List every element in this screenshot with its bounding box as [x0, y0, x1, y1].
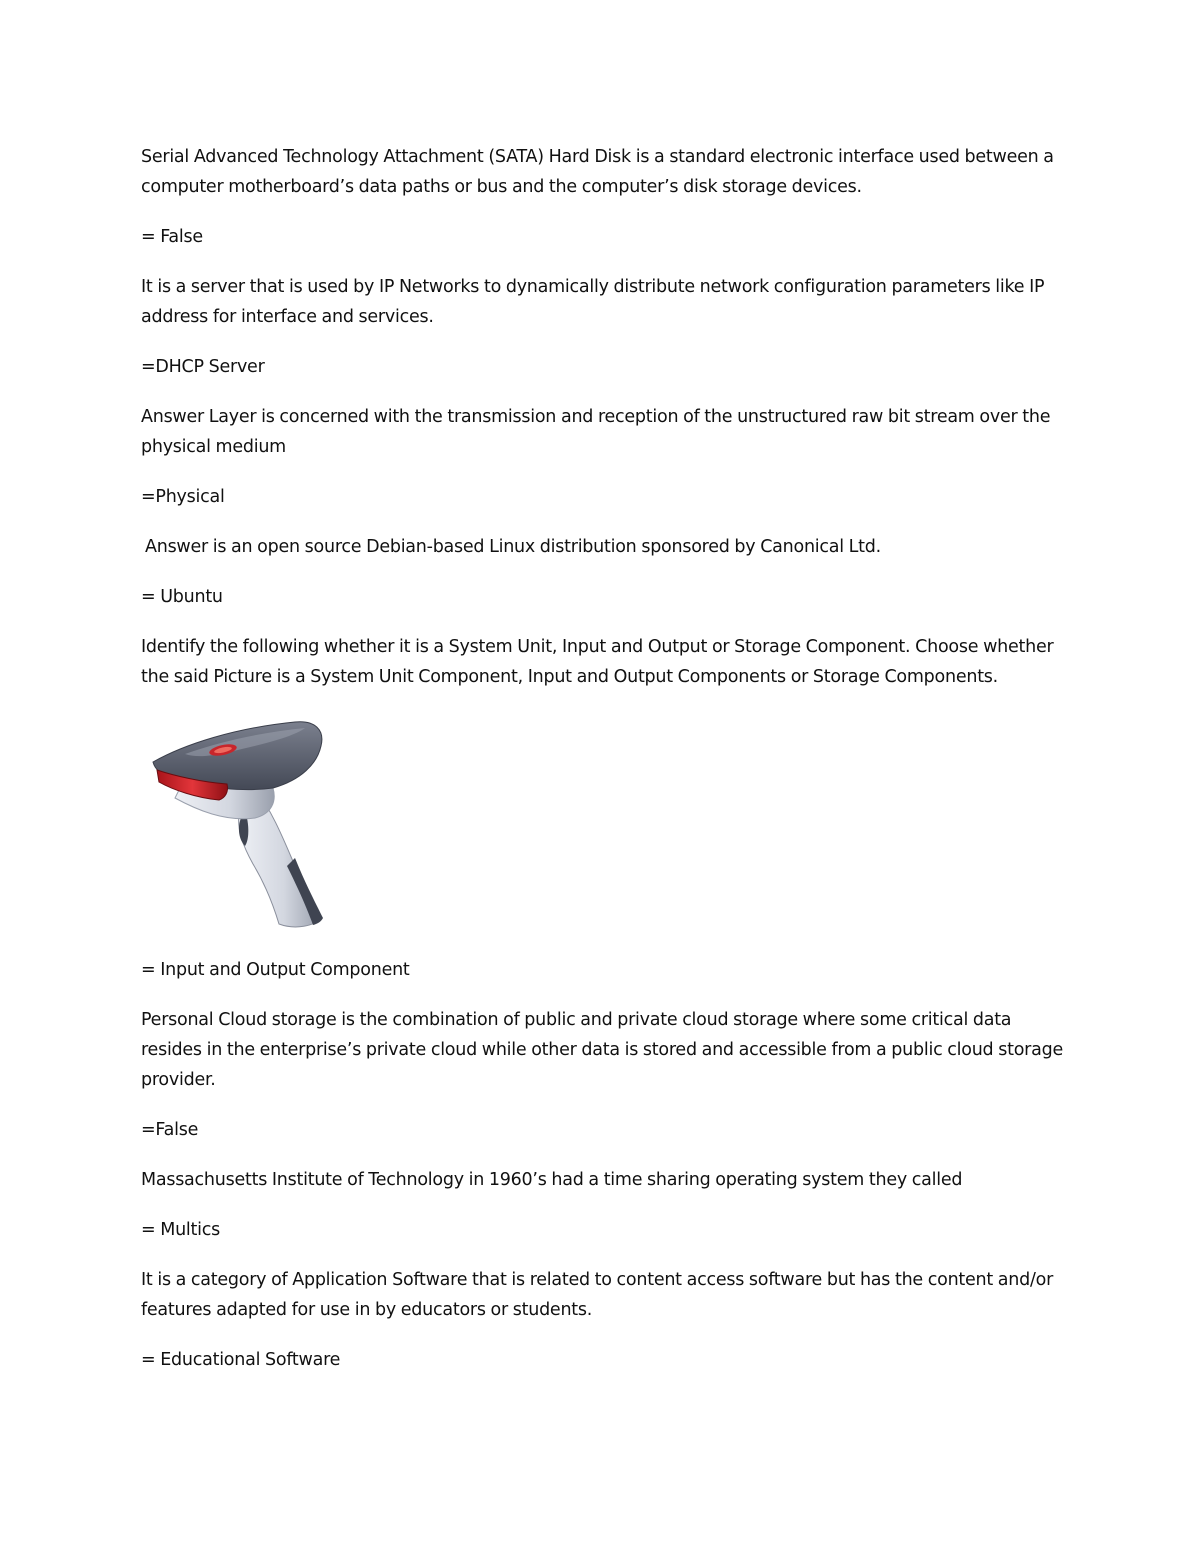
answer-sata: = False [141, 227, 203, 247]
barcode-scanner-icon [145, 718, 355, 933]
answer-physical-layer: =Physical [141, 487, 225, 507]
question-dhcp: It is a server that is used by IP Networks to dynamically distribute network configuration parameters like IP address for interface and services. [141, 277, 1045, 327]
answer-component-type: = Input and Output Component [141, 960, 410, 980]
answer-dhcp: =DHCP Server [141, 357, 265, 377]
question-physical-layer: Answer Layer is concerned with the transmission and reception of the unstructured raw bit stream over the physical medium [141, 407, 1051, 457]
answer-ubuntu: = Ubuntu [141, 587, 223, 607]
question-component-type: Identify the following whether it is a System Unit, Input and Output or Storage Component. Choose whether the said Picture is a System Unit Component, Input and Output Components or Storage Components. [141, 637, 1054, 687]
question-cloud-storage: Personal Cloud storage is the combination of public and private cloud storage where some critical data resides in the enterprise’s private cloud while other data is stored and accessible from a public cloud storage provider. [141, 1010, 1063, 1090]
question-educational-software: It is a category of Application Software that is related to content access software but has the content and/or features adapted for use in by educators or students. [141, 1270, 1054, 1320]
answer-educational-software: = Educational Software [141, 1350, 341, 1370]
answer-cloud-storage: =False [141, 1120, 199, 1140]
question-sata: Serial Advanced Technology Attachment (SATA) Hard Disk is a standard electronic interface used between a computer motherboard’s data paths or bus and the computer’s disk storage devices. [141, 147, 1054, 197]
question-ubuntu: Answer is an open source Debian-based Linux distribution sponsored by Canonical Ltd. [145, 537, 881, 557]
barcode-scanner-figure [145, 718, 355, 933]
question-mit-os: Massachusetts Institute of Technology in 1960’s had a time sharing operating system they called [141, 1170, 963, 1190]
answer-mit-os: = Multics [141, 1220, 220, 1240]
document-content [141, 142, 1071, 1395]
